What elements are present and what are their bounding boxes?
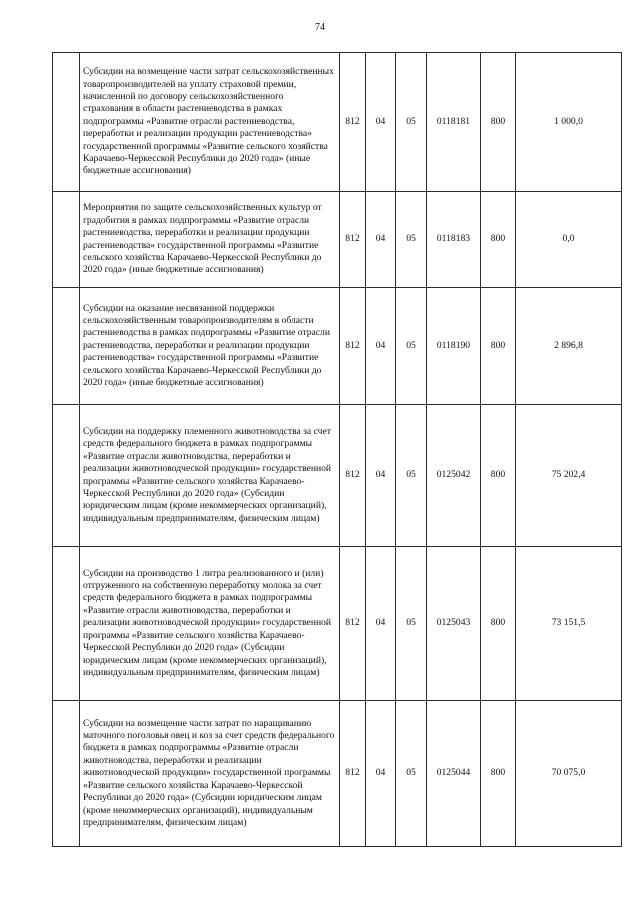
table-row — [53, 547, 622, 701]
row-grbs: 812 — [340, 192, 366, 288]
row-grbs: 812 — [340, 547, 366, 701]
row-section: 04 — [366, 547, 396, 701]
row-description: Мероприятия по защите сельскохозяйственных культур от градобития в рамках подпрограммы «Развитие отрасли растениеводства, переработки и реализации продукции растениеводства» государственной программы «Развитие сельского хозяйства Карачаево-Черкесской Республики до 2020 года» (иные бюджетные ассигнования) — [80, 192, 340, 288]
row-target-article: 0118190 — [427, 288, 481, 405]
row-subsection: 05 — [396, 288, 427, 405]
row-amount: 75 202,4 — [516, 405, 622, 547]
row-grbs: 812 — [340, 701, 366, 847]
row-subsection: 05 — [396, 192, 427, 288]
row-target-article: 0125043 — [427, 547, 481, 701]
row-section: 04 — [366, 701, 396, 847]
row-expense-type: 800 — [481, 701, 516, 847]
row-subsection: 05 — [396, 701, 427, 847]
blank-cell — [53, 405, 80, 547]
row-expense-type: 800 — [481, 192, 516, 288]
row-description: Субсидии на поддержку племенного животноводства за счет средств федерального бюджета в рамках подпрограммы «Развитие отрасли животноводства, переработки и реализации животноводческой продукции» государственной программы «Развитие сельского хозяйства Карачаево-Черкесской Республики до 2020 года» (Субсидии юридическим лицам (кроме некоммерческих организаций), индивидуальным предпринимателям, физическим лицам) — [80, 405, 340, 547]
row-section: 04 — [366, 405, 396, 547]
page-number: 74 — [315, 22, 325, 33]
row-subsection: 05 — [396, 405, 427, 547]
row-description: Субсидии на производство 1 литра реализованного и (или) отгруженного на собственную переработку молока за счет средств федерального бюджета в рамках подпрограммы «Развитие отрасли животноводства, переработки и реализации животноводческой продукции» государственной программы «Развитие сельского хозяйства Карачаево-Черкесской Республики до 2020 года» (Субсидии юридическим лицам (кроме некоммерческих организаций), индивидуальным предпринимателям, физическим лицам) — [80, 547, 340, 701]
row-section: 04 — [366, 288, 396, 405]
row-expense-type: 800 — [481, 288, 516, 405]
row-grbs: 812 — [340, 405, 366, 547]
row-target-article: 0125044 — [427, 701, 481, 847]
row-amount: 1 000,0 — [516, 53, 622, 192]
row-target-article: 0125042 — [427, 405, 481, 547]
row-subsection: 05 — [396, 547, 427, 701]
table-row — [53, 53, 622, 192]
row-grbs: 812 — [340, 288, 366, 405]
blank-cell — [53, 53, 80, 192]
row-target-article: 0118183 — [427, 192, 481, 288]
row-description: Субсидии на возмещение части затрат сельскохозяйственных товаропроизводителей на уплату страховой премии, начисленной по договору сельскохозяйственного страхования в области растениеводства в рамках подпрограммы «Развитие отрасли растениеводства, переработки и реализации продукции растениеводства» государственной программы «Развитие сельского хозяйства Карачаево-Черкесской Республики до 2020 года» (иные бюджетные ассигнования) — [80, 53, 340, 192]
row-expense-type: 800 — [481, 405, 516, 547]
row-grbs: 812 — [340, 53, 366, 192]
budget-table — [52, 52, 622, 847]
row-section: 04 — [366, 192, 396, 288]
table-row — [53, 192, 622, 288]
row-amount: 2 896,8 — [516, 288, 622, 405]
row-expense-type: 800 — [481, 53, 516, 192]
row-description: Субсидии на оказание несвязанной поддержки сельскохозяйственным товаропроизводителям в области растениеводства в рамках подпрограммы «Развитие отрасли растениеводства, переработки и реализации продукции растениеводства» государственной программы «Развитие сельского хозяйства Карачаево-Черкесской Республики до 2020 года» (иные бюджетные ассигнования) — [80, 288, 340, 405]
row-expense-type: 800 — [481, 547, 516, 701]
row-subsection: 05 — [396, 53, 427, 192]
blank-cell — [53, 701, 80, 847]
table-row — [53, 288, 622, 405]
row-description: Субсидии на возмещение части затрат по наращиванию маточного поголовья овец и коз за счет средств федерального бюджета в рамках подпрограммы «Развитие отрасли животноводства, переработки и реализации животноводческой продукции» государственной программы «Развитие сельского хозяйства Карачаево-Черкесской Республики до 2020 года» (Субсидии юридическим лицам (кроме некоммерческих организаций), индивидуальным предпринимателям, физическим лицам) — [80, 701, 340, 847]
blank-cell — [53, 288, 80, 405]
row-section: 04 — [366, 53, 396, 192]
row-amount: 0,0 — [516, 192, 622, 288]
row-amount: 73 151,5 — [516, 547, 622, 701]
table-row — [53, 701, 622, 847]
row-target-article: 0118181 — [427, 53, 481, 192]
blank-cell — [53, 547, 80, 701]
row-amount: 70 075,0 — [516, 701, 622, 847]
table-row — [53, 405, 622, 547]
blank-cell — [53, 192, 80, 288]
